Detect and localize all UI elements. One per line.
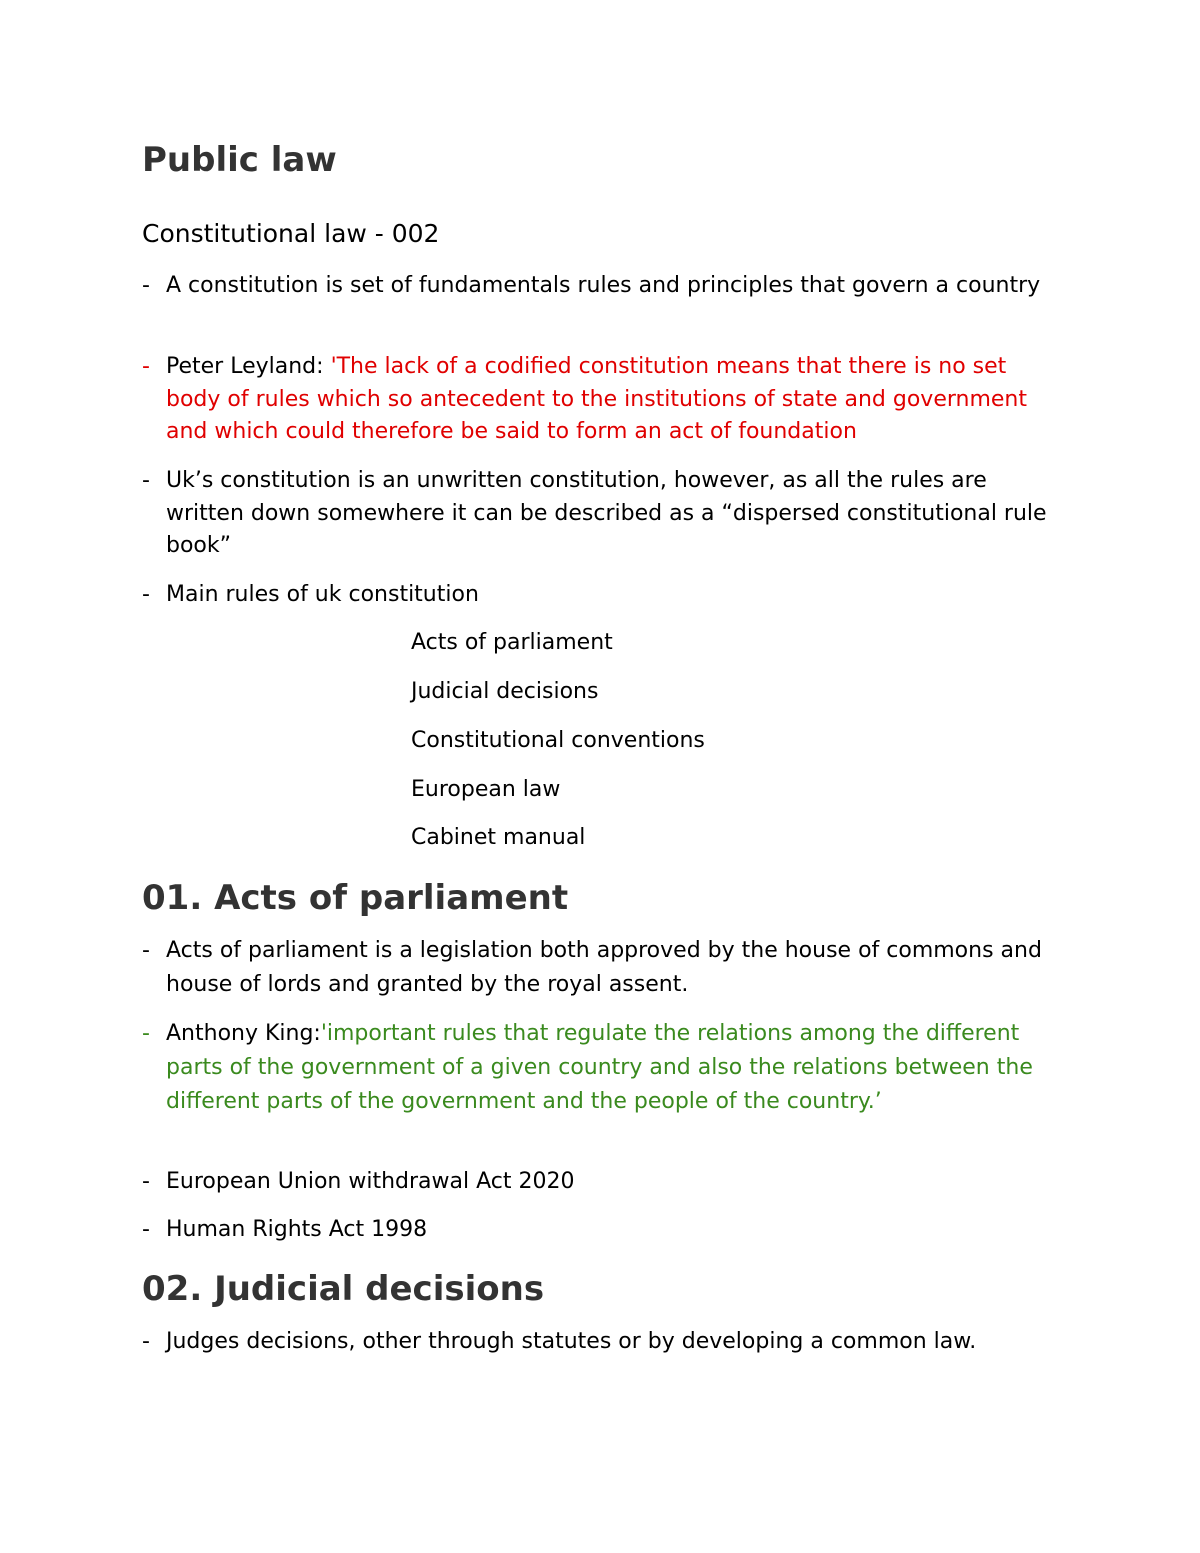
list-item <box>142 934 1062 1002</box>
page-title: Public law <box>142 140 337 180</box>
bullet-dash: - <box>142 273 150 298</box>
bullet-dash: - <box>142 468 150 493</box>
list-item-text: Acts of parliament is a legislation both approved by the house of commons and house of lords and granted by the royal assent. <box>166 938 1042 997</box>
bullet-dash: - <box>142 938 150 963</box>
list-item <box>142 1017 1062 1119</box>
quote-author: Anthony King: <box>166 1021 321 1046</box>
page-subtitle: Constitutional law - 002 <box>142 219 440 248</box>
list-item <box>142 351 1062 449</box>
list-item <box>142 1214 1062 1247</box>
list-item <box>142 270 1062 303</box>
main-rule-item: Constitutional conventions <box>411 728 705 753</box>
main-rule-item: Acts of parliament <box>411 630 613 655</box>
quote-text: 'The lack of a codified constitution means that there is no set body of rules which so antecedent to the institutions of state and government and which could therefore be said to form an act of foundation <box>166 354 1027 444</box>
bullet-dash: - <box>142 1217 150 1242</box>
list-item <box>142 465 1062 563</box>
main-rule-item: European law <box>411 777 561 802</box>
main-rule-item: Judicial decisions <box>411 679 599 704</box>
list-item <box>142 579 1062 612</box>
bullet-dash: - <box>142 1169 150 1194</box>
list-item-text: Main rules of uk constitution <box>166 582 479 607</box>
quote-author: Peter Leyland: <box>166 354 331 379</box>
bullet-dash: - <box>142 354 150 379</box>
main-rule-item: Cabinet manual <box>411 825 586 850</box>
bullet-dash: - <box>142 1329 150 1354</box>
list-item-text: Judges decisions, other through statutes or by developing a common law. <box>166 1329 977 1354</box>
section-heading: 02. Judicial decisions <box>142 1269 545 1309</box>
bullet-dash: - <box>142 1021 150 1046</box>
list-item <box>142 1166 1062 1199</box>
list-item <box>142 1326 1062 1359</box>
list-item-text: A constitution is set of fundamentals rules and principles that govern a country <box>166 273 1041 298</box>
list-item-text: Human Rights Act 1998 <box>166 1217 428 1242</box>
list-item-text: Uk’s constitution is an unwritten constitution, however, as all the rules are written down somewhere it can be described as a “dispersed constitutional rule book” <box>166 468 1047 558</box>
quote-text: 'important rules that regulate the relations among the different parts of the government of a given country and also the relations between the different parts of the government and the people of the country.’ <box>166 1021 1033 1114</box>
list-item-text: European Union withdrawal Act 2020 <box>166 1169 575 1194</box>
bullet-dash: - <box>142 582 150 607</box>
section-heading: 01. Acts of parliament <box>142 878 569 918</box>
